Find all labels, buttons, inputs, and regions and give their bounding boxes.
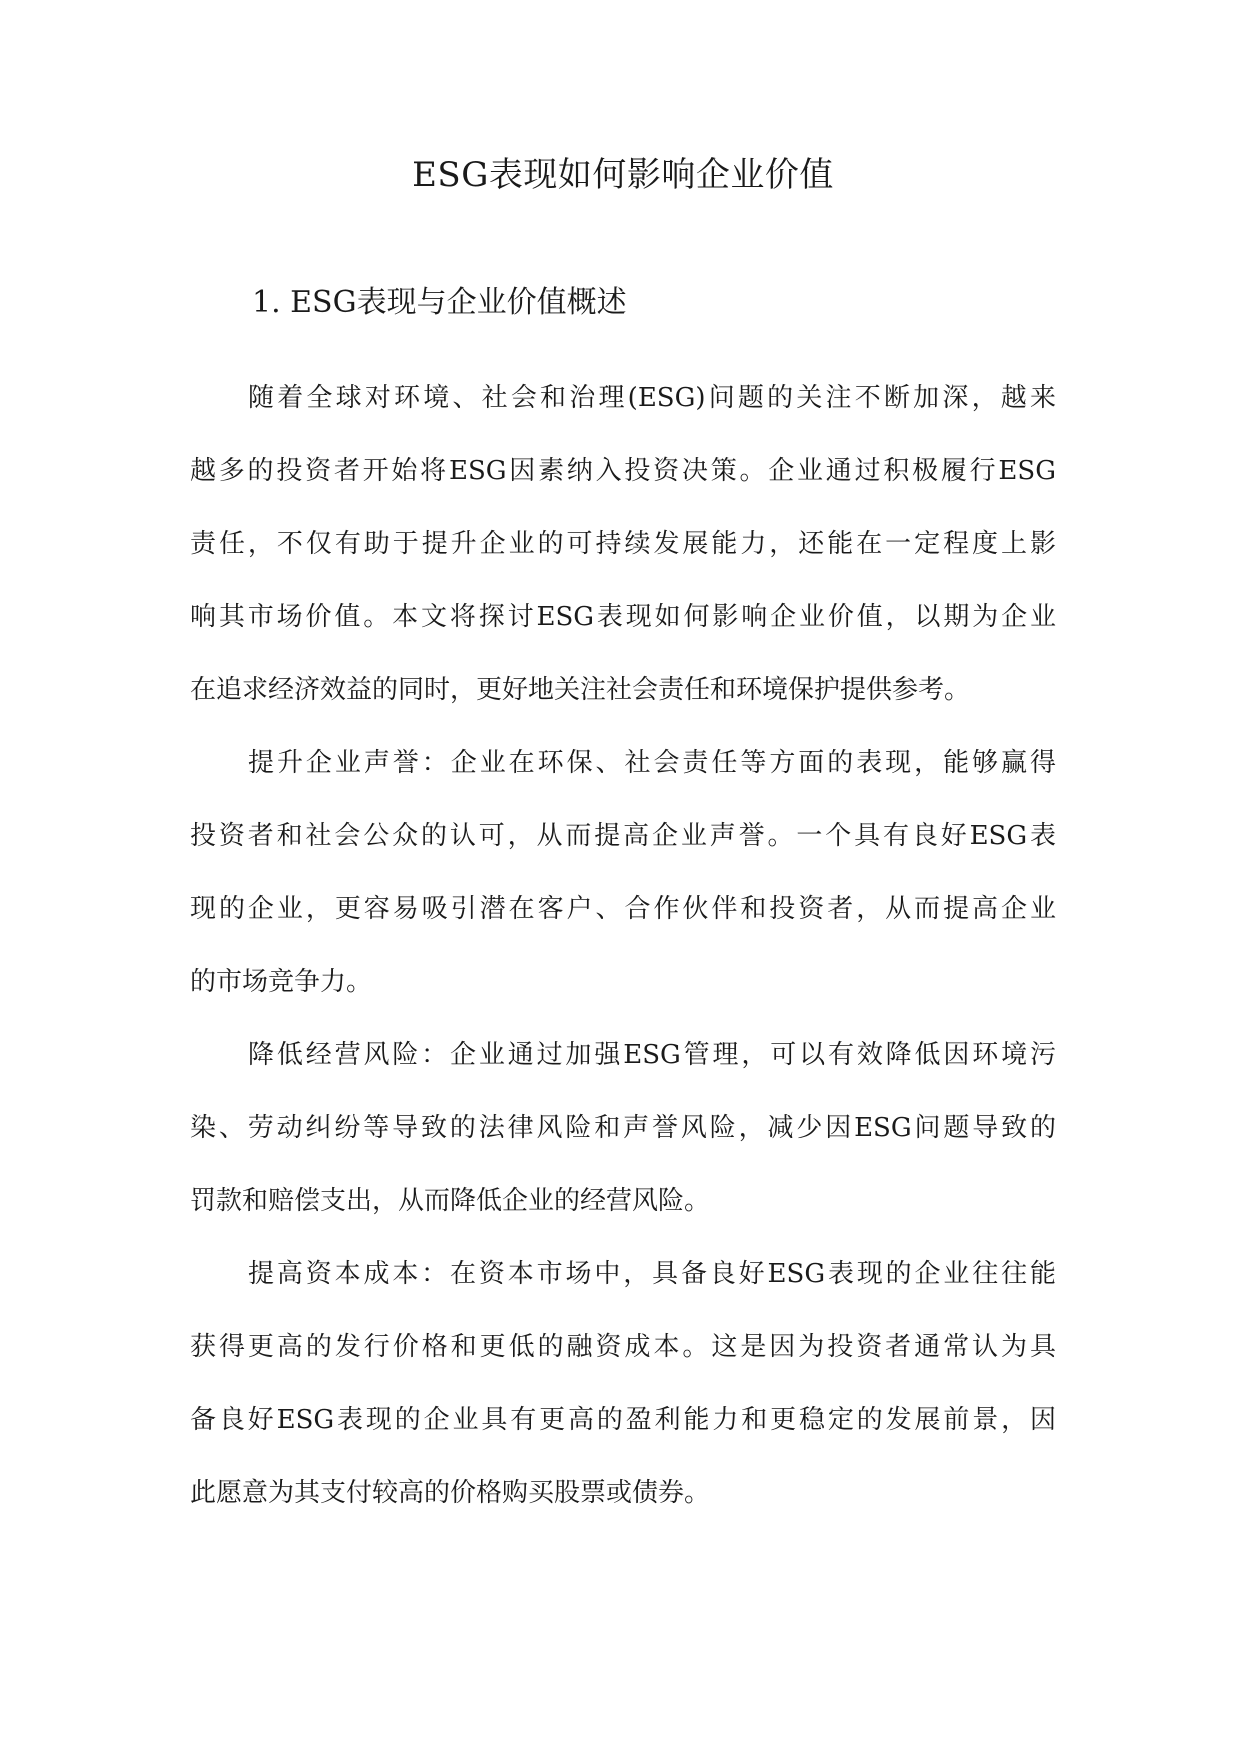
paragraph-line: 责任，不仅有助于提升企业的可持续发展能力，还能在一定程度上影 (190, 529, 1056, 559)
paragraph-line: 染、劳动纠纷等导致的法律风险和声誉风险，减少因ESG问题导致的 (190, 1113, 1056, 1143)
paragraph-line: 现的企业，更容易吸引潜在客户、合作伙伴和投资者，从而提高企业 (190, 894, 1056, 924)
section-heading: 1. ESG表现与企业价值概述 (252, 285, 627, 320)
paragraph-line: 提升企业声誉：企业在环保、社会责任等方面的表现，能够赢得 (248, 748, 1056, 778)
paragraph-line: 响其市场价值。本文将探讨ESG表现如何影响企业价值，以期为企业 (190, 602, 1056, 632)
paragraph-capital-cost (190, 1238, 1056, 1530)
paragraph-risk (190, 1019, 1056, 1238)
paragraph-esg-overview (190, 362, 1056, 727)
paragraph-line: 罚款和赔偿支出，从而降低企业的经营风险。 (190, 1186, 711, 1216)
paragraph-line: 获得更高的发行价格和更低的融资成本。这是因为投资者通常认为具 (190, 1332, 1056, 1362)
paragraph-line: 在追求经济效益的同时，更好地关注社会责任和环境保护提供参考。 (190, 675, 971, 705)
paragraph-line: 越多的投资者开始将ESG因素纳入投资决策。企业通过积极履行ESG (190, 456, 1056, 486)
paragraph-line: 投资者和社会公众的认可，从而提高企业声誉。一个具有良好ESG表 (190, 821, 1056, 851)
paragraph-line: 备良好ESG表现的企业具有更高的盈利能力和更稳定的发展前景，因 (190, 1405, 1056, 1435)
paragraph-line: 降低经营风险：企业通过加强ESG管理，可以有效降低因环境污 (248, 1040, 1056, 1070)
document-body (190, 362, 1056, 1530)
paragraph-reputation (190, 727, 1056, 1019)
document-title: ESG表现如何影响企业价值 (412, 155, 834, 195)
paragraph-line: 提高资本成本：在资本市场中，具备良好ESG表现的企业往往能 (248, 1259, 1056, 1289)
paragraph-line: 的市场竞争力。 (190, 967, 373, 997)
paragraph-line: 此愿意为其支付较高的价格购买股票或债券。 (190, 1478, 711, 1508)
paragraph-line: 随着全球对环境、社会和治理(ESG)问题的关注不断加深，越来 (248, 383, 1056, 413)
